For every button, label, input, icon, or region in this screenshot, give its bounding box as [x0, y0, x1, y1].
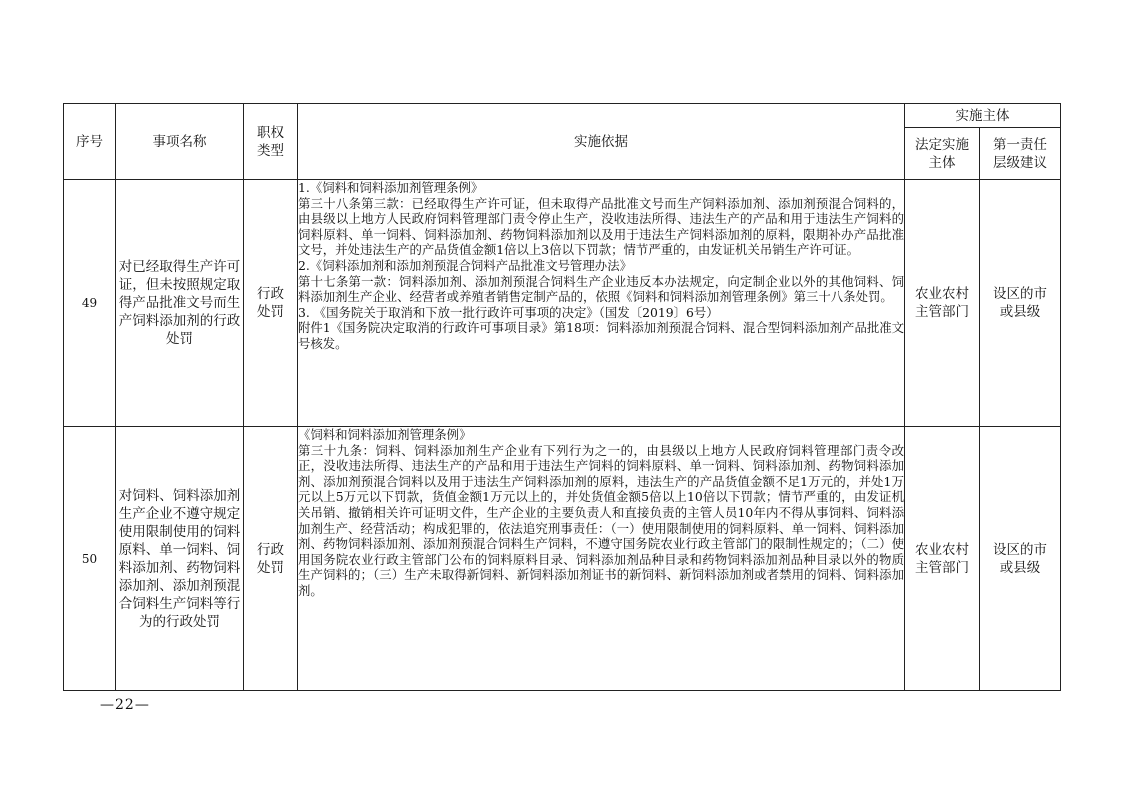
row-type: 行政处罚	[244, 180, 298, 427]
header-basis: 实施依据	[298, 104, 905, 180]
basis-line: 第三十八条第三款：已经取得生产许可证，但未取得产品批准文号而生产饲料添加剂、添加剂预混合饲料的，由县级以上地方人民政府饲料管理部门责令停止生产，没收违法所得、违法生产的产品和用于违法生产饲料的饲料原料、单一饲料、饲料添加剂、药物饲料添加剂以及用于违法生产饲料添加剂的原料，限期补办产品批准文号，并处违法生产的产品货值金额1倍以上3倍以下罚款；情节严重的，由发证机关吊销生产许可证。	[298, 195, 904, 258]
row-basis	[298, 427, 905, 691]
table-row	[64, 180, 1061, 427]
row-name: 对饲料、饲料添加剂生产企业不遵守规定使用限制使用的饲料原料、单一饲料、饲料添加剂、药物饲料添加剂、添加剂预混合饲料生产饲料等行为的行政处罚	[116, 427, 244, 691]
basis-line: 2.《饲料添加剂和添加剂预混合饲料产品批准文号管理办法》	[298, 257, 632, 273]
row-legal-subject: 农业农村主管部门	[905, 427, 980, 691]
row-responsibility-level: 设区的市或县级	[980, 427, 1061, 691]
row-seq: 49	[64, 180, 116, 427]
header-type: 职权类型	[244, 104, 298, 180]
basis-line: 3. 《国务院关于取消和下放一批行政许可事项的决定》（国发〔2019〕6号）	[298, 304, 719, 320]
basis-line: 第十七条第一款：饲料添加剂、添加剂预混合饲料生产企业违反本办法规定，向定制企业以外的其他饲料、饲料添加剂生产企业、经营者或养殖者销售定制产品的，依照《饲料和饲料添加剂管理条例》第三十八条处罚。	[298, 273, 904, 305]
row-legal-subject: 农业农村主管部门	[905, 180, 980, 427]
page-number: —22—	[100, 697, 150, 713]
header-name: 事项名称	[116, 104, 244, 180]
table-row	[64, 427, 1061, 691]
header-seq: 序号	[64, 104, 116, 180]
row-seq: 50	[64, 427, 116, 691]
row-type: 行政处罚	[244, 427, 298, 691]
header-subject-group: 实施主体	[905, 104, 1061, 128]
row-basis	[298, 180, 905, 427]
basis-line: 《饲料和饲料添加剂管理条例》	[298, 427, 472, 442]
authority-table	[63, 103, 1061, 691]
row-name: 对已经取得生产许可证，但未按照规定取得产品批准文号而生产饲料添加剂的行政处罚	[116, 180, 244, 427]
basis-line: 第三十九条：饲料、饲料添加剂生产企业有下列行为之一的，由县级以上地方人民政府饲料管理部门责令改正，没收违法所得、违法生产的产品和用于违法生产饲料的饲料原料、单一饲料、饲料添加剂、药物饲料添加剂、添加剂预混合饲料以及用于违法生产饲料添加剂的原料，违法生产的产品货值金额不足1万元的，并处1万元以上5万元以下罚款，货值金额1万元以上的，并处货值金额5倍以上10倍以下罚款；情节严重的，由发证机关吊销、撤销相关许可证明文件，生产企业的主要负责人和直接负责的主管人员10年内不得从事饲料、饲料添加剂生产、经营活动；构成犯罪的，依法追究刑事责任：（一）使用限制使用的饲料原料、单一饲料、饲料添加剂、药物饲料添加剂、添加剂预混合饲料生产饲料，不遵守国务院农业行政主管部门的限制性规定的；（二）使用国务院农业行政主管部门公布的饲料原料目录、饲料添加剂品种目录和药物饲料添加剂品种目录以外的物质生产饲料的；（三）生产未取得新饲料、新饲料添加剂证书的新饲料、新饲料添加剂或者禁用的饲料、饲料添加剂。	[298, 442, 904, 598]
basis-line: 附件1《国务院决定取消的行政许可事项目录》第18项：饲料添加剂预混合饲料、混合型饲料添加剂产品批准文号核发。	[298, 320, 905, 351]
header-legal-subject: 法定实施主体	[905, 128, 980, 180]
row-responsibility-level: 设区的市或县级	[980, 180, 1061, 427]
header-responsibility-level: 第一责任层级建议	[980, 128, 1061, 180]
basis-line: 1.《饲料和饲料添加剂管理条例》	[298, 180, 484, 195]
